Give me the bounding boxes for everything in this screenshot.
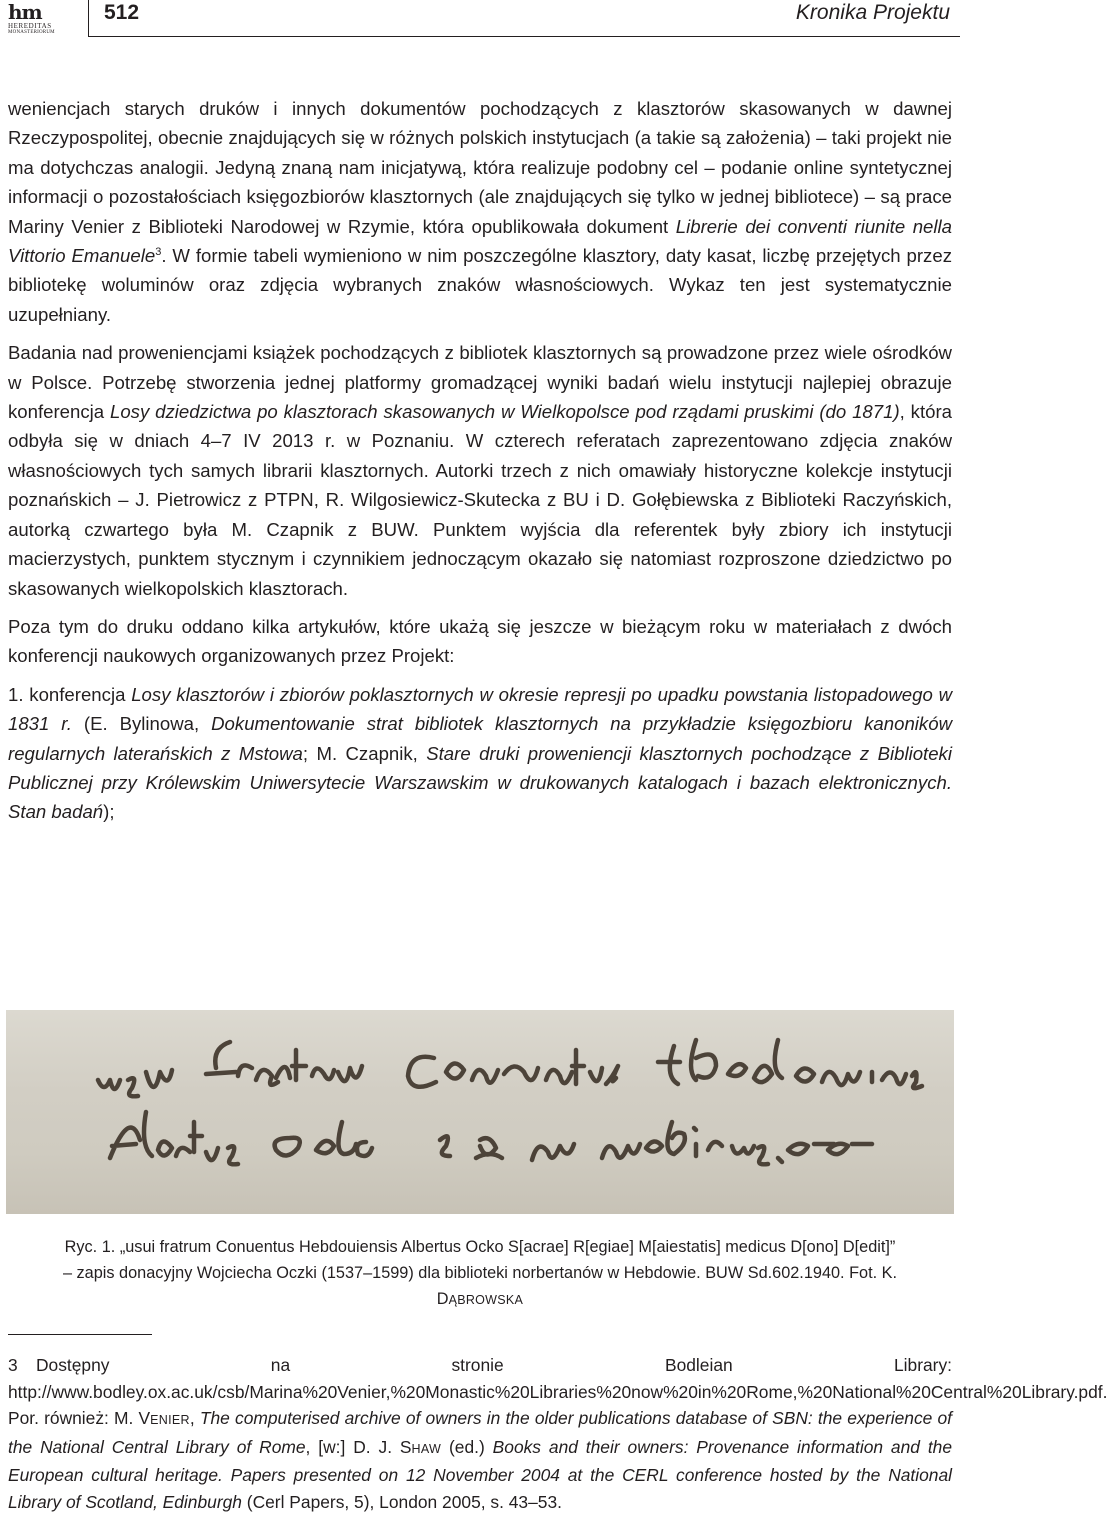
article-body xyxy=(8,94,952,836)
text: 1. konferencja xyxy=(8,683,132,705)
smallcaps: ENIER xyxy=(150,1413,190,1427)
paragraph-1 xyxy=(8,94,952,329)
text: weniencjach starych druków i innych dokumentów pochodzących z klasztorów skasowanych w dawnej Rzeczypospolitej, obecnie znajdujących się w różnych polskich instytucjach (a takie są założenia) – taki projekt nie ma dotychczas analogii. Jedyną znaną nam inicjatywą, która realizuje podobny cel – podanie online syntetycznej informacji o pozostałościach księgozbiorów klasztornych (ale znajdujących się tylko w jednej bibliotece) – są prace Mariny Venier z Biblioteki Narodowej w Rzymie, która opublikowała dokument xyxy=(8,98,952,237)
italic-title: Stare druki proweniencji klasztornych pochodzące z Biblioteki Publicznej przy Królewskim Uniwersytecie Warszawskim w drukowanych katalogach i bazach elektronicznych. Stan badań xyxy=(8,742,952,823)
italic-title: Librerie dei conventi riunite nella Vittorio Emanuele xyxy=(8,215,953,267)
italic-title: Losy klasztorów i zbiorów poklasztornych w okresie represji po upadku powstania listopadowego w 1831 r. xyxy=(8,683,953,735)
logo-text-line2: MONASTERIORUM xyxy=(8,30,55,35)
text: ); xyxy=(103,801,115,823)
text: (E. Bylinowa, xyxy=(71,713,212,735)
text: ; M. Czapnik, xyxy=(302,742,427,764)
header-vertical-rule xyxy=(88,0,89,36)
footnote-ref[interactable]: 3 xyxy=(155,245,162,258)
figure-caption xyxy=(60,1234,900,1313)
paragraph-4 xyxy=(8,680,952,827)
text: , xyxy=(189,1408,200,1428)
footnote-number: 3 xyxy=(8,1355,18,1375)
caption-smallcaps: ĄBROWSKA xyxy=(448,1293,524,1307)
text: (ed.) xyxy=(441,1436,493,1457)
logo-text-line1: HEREDITAS xyxy=(8,22,52,30)
footnote-3 xyxy=(8,1352,1107,1515)
smallcaps: HAW xyxy=(411,1441,442,1456)
italic-title: Losy dziedzictwa po klasztorach skasowanych w Wielkopolsce pod rządami pruskimi (do 1871) xyxy=(109,401,900,423)
page-header xyxy=(0,0,960,40)
manuscript-photo xyxy=(6,1010,954,1214)
text: Dostępny na stronie Bodleian Library: http://www.bodley.ox.ac.uk/csb/Marina%20Venier,%20Monastic%20Libraries%20now%20in%20Rome,%20National%20Central%20Library.pdf. Por. również: M. V xyxy=(8,1355,1107,1428)
text: , [w:] D. J. S xyxy=(305,1436,412,1457)
italic-title: Books and their owners: Provenance information and the European cultural heritage. Papers presented on 12 November 2004 at the CERL conference hosted by the National Library of Scotland, Edinburgh xyxy=(8,1436,953,1512)
footnote-rule xyxy=(8,1334,152,1335)
caption-text: Ryc. 1. „usui fratrum Conuentus Hebdouiensis Albertus Ocko S[acrae] R[egiae] M[aiestatis] medicus D[ono] D[edit]” – zapis donacyjny Wojciecha Oczki (1537–1599) dla biblioteki norbertanów w Hebdowie. BUW Sd.602.1940. Fot. K. D xyxy=(62,1238,898,1308)
paragraph-3 xyxy=(8,612,952,671)
hereditas-logo xyxy=(8,2,64,38)
paragraph-2 xyxy=(8,338,952,603)
text: (Cerl Papers, 5), London 2005, s. 43–53. xyxy=(241,1491,562,1512)
text: , która odbyła się w dniach 4–7 IV 2013 r. w Poznaniu. W czterech referatach zaprezentowano zdjęcia znaków własnościowych tych samych librarii klasztornych. Autorki trzech z nich omawiały historyczne kolekcje instytucji poznańskich – J. Pietrowicz z PTPN, R. Wilgosiewicz-Skutecka z BU i D. Gołębiewska z Biblioteki Raczyńskich, autorką czwartego była M. Czapnik z BUW. Punktem wyjścia dla referentek były zbiory ich instytucji macierzystych, punktem stycznym i czynnikiem jednoczącym okazało się natomiast rozproszone dziedzictwo po skasowanych wielkopolskich klasztorach. xyxy=(8,401,953,599)
page-number: 512 xyxy=(104,1,140,24)
text: Poza tym do druku oddano kilka artykułów, które ukażą się jeszcze w bieżącym roku w materiałach z dwóch konferencji naukowych organizowanych przez Projekt: xyxy=(8,615,952,667)
text: . W formie tabeli wymieniono w nim poszczególne klasztory, daty kasat, liczbę przejętych przez bibliotekę woluminów oraz zdjęcia wybranych znaków własnościowych. Wykaz ten jest systematycznie uzupełniany. xyxy=(8,245,952,325)
text: Badania nad proweniencjami książek pochodzących z bibliotek klasztornych są prowadzone przez wiele ośrodków w Polsce. Potrzebę stworzenia jednej platformy gromadzącej wyniki badań wielu instytucji najlepiej obrazuje konferencja xyxy=(8,342,952,423)
header-rule xyxy=(88,36,960,37)
handwriting-image xyxy=(6,1010,954,1214)
italic-title: Dokumentowanie strat bibliotek klasztornych na przykładzie księgozbioru kanoników regularnych laterańskich z Mstowa xyxy=(8,713,952,764)
logo-mark: hm xyxy=(8,0,42,24)
italic-title: The computerised archive of owners in the older publications database of SBN: the experience of the National Central Library of Rome xyxy=(8,1408,952,1457)
running-title: Kronika Projektu xyxy=(795,1,950,24)
